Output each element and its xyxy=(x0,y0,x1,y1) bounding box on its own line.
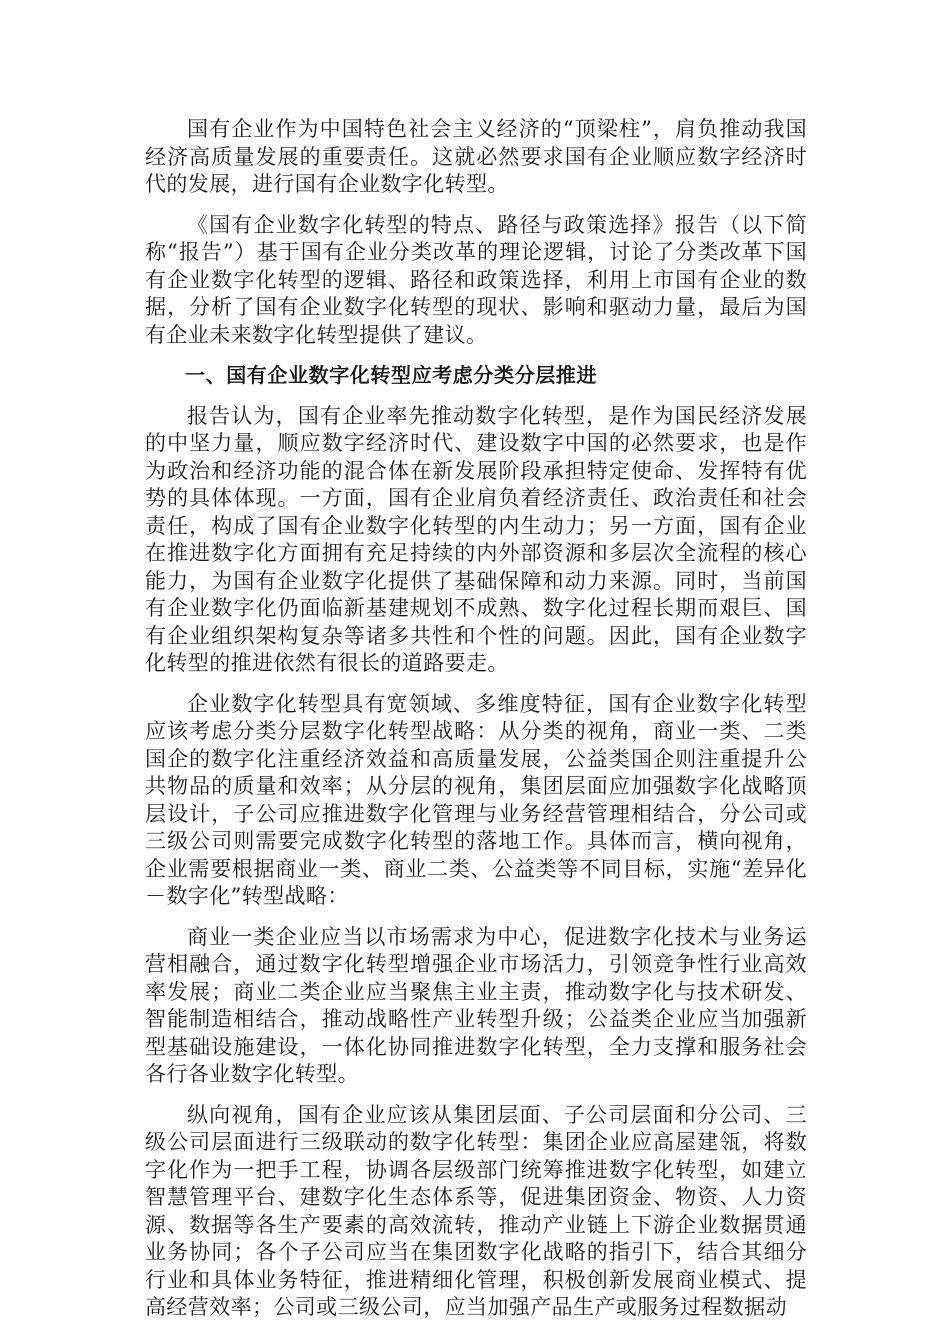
section-paragraph-4: 纵向视角，国有企业应该从集团层面、子公司层面和分公司、三级公司层面进行三级联动的数字化转型：集团企业应高屋建瓴，将数字化作为一把手工程，协调各层级部门统筹推进数字化转型，如建立智慧管理平台、建数字化生态体系等，促进集团资金、物资、人力资源、数据等各生产要素的高效流转，推动产业链上下游企业数据贯通业务协同；各个子公司应当在集团数字化战略的指引下，结合其细分行业和具体业务特征，推进精细化管理，积极创新发展商业模式、提高经营效率；公司或三级公司，应当加强产品生产或服务过程数据动 xyxy=(145,1102,807,1319)
section-paragraph-2: 企业数字化转型具有宽领域、多维度特征，国有企业数字化转型应该考虑分类分层数字化转型战略：从分类的视角，商业一类、二类国企的数字化注重经济效益和高质量发展，公益类国企则注重提升公共物品的质量和效率；从分层的视角，集团层面应加强数字化战略顶层设计，子公司应推进数字化管理与业务经营管理相结合，分公司或三级公司则需要完成数字化转型的落地工作。具体而言，横向视角，企业需要根据商业一类、商业二类、公益类等不同目标，实施“差异化－数字化”转型战略： xyxy=(145,691,807,908)
intro-paragraph-2: 《国有企业数字化转型的特点、路径与政策选择》报告（以下简称“报告”）基于国有企业分类改革的理论逻辑，讨论了分类改革下国有企业数字化转型的逻辑、路径和政策选择，利用上市国有企业的数据，分析了国有企业数字化转型的现状、影响和驱动力量，最后为国有企业未来数字化转型提供了建议。 xyxy=(145,212,807,347)
section-paragraph-3: 商业一类企业应当以市场需求为中心，促进数字化技术与业务运营相融合，通过数字化转型增强企业市场活力，引领竞争性行业高效率发展；商业二类企业应当聚焦主业主责，推动数字化与技术研发、智能制造相结合，推动战略性产业转型升级；公益类企业应当加强新型基础设施建设，一体化协同推进数字化转型，全力支撑和服务社会各行各业数字化转型。 xyxy=(145,924,807,1086)
section-heading: 一、国有企业数字化转型应考虑分类分层推进 xyxy=(185,363,597,387)
section-paragraph-1: 报告认为，国有企业率先推动数字化转型，是作为国民经济发展的中坚力量，顺应数字经济时代、建设数字中国的必然要求，也是作为政治和经济功能的混合体在新发展阶段承担特定使命、发挥特有优势的具体体现。一方面，国有企业肩负着经济责任、政治责任和社会责任，构成了国有企业数字化转型的内生动力；另一方面，国有企业在推进数字化方面拥有充足持续的内外部资源和多层次全流程的核心能力，为国有企业数字化提供了基础保障和动力来源。同时，当前国有企业数字化仍面临新基建规划不成熟、数字化过程长期而艰巨、国有企业组织架构复杂等诸多共性和个性的问题。因此，国有企业数字化转型的推进依然有很长的道路要走。 xyxy=(145,403,807,675)
document-body xyxy=(145,116,807,1335)
intro-paragraph-1: 国有企业作为中国特色社会主义经济的“顶梁柱”，肩负推动我国经济高质量发展的重要责任。这就必然要求国有企业顺应数字经济时代的发展，进行国有企业数字化转型。 xyxy=(145,117,807,196)
